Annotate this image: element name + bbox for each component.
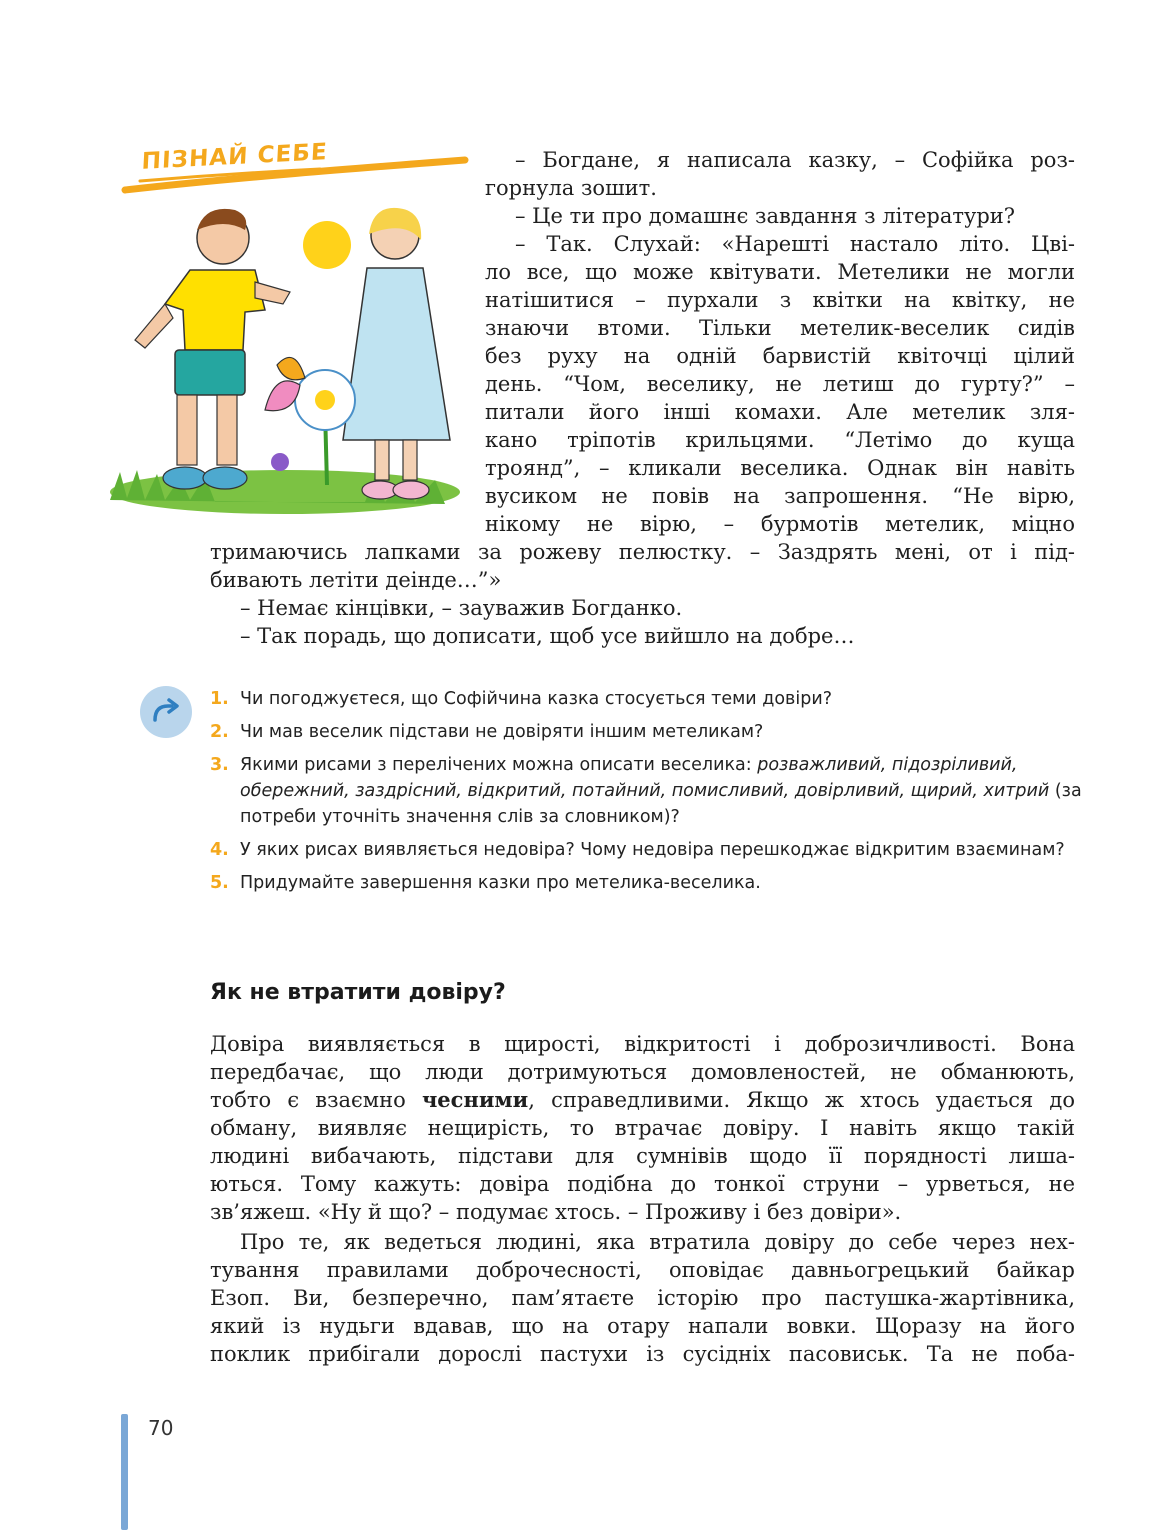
body-line: ються. Тому кажуть: довіра подібна до тонкої струни – урветься, не xyxy=(210,1172,1075,1196)
question-item xyxy=(210,870,1090,896)
story-line: тримаючись лапками за рожеву пелюстку. – Заздрять мені, от і під- xyxy=(210,540,1075,564)
boy-figure xyxy=(135,209,290,489)
story-line: бивають летіти деінде…”» xyxy=(210,568,502,592)
story-line: знаючи втоми. Тільки метелик-веселик сидів xyxy=(485,316,1075,340)
flower-with-butterfly xyxy=(265,357,355,485)
body-line: Про те, як ведеться людині, яка втратила довіру до себе через нех- xyxy=(240,1230,1075,1254)
story-line: питали його інші комахи. Але метелик зля- xyxy=(485,400,1075,424)
question-text: Чи мав веселик підстави не довіряти іншим метеликам? xyxy=(240,722,764,742)
body-line xyxy=(210,1086,1075,1114)
question-number: 4. xyxy=(210,840,229,860)
question-item xyxy=(210,837,1090,863)
question-item xyxy=(210,686,1090,712)
questions-arrow-icon xyxy=(140,686,192,738)
question-text: Якими рисами з перелічених можна описати веселика: xyxy=(240,755,758,775)
question-number: 3. xyxy=(210,755,229,775)
girl-figure xyxy=(343,208,450,499)
story-line: – Богдане, я написала казку, – Софійка роз- xyxy=(515,148,1075,172)
body-text: , справедливими. Якщо ж хтось удається до xyxy=(528,1088,1075,1112)
section-badge xyxy=(120,138,460,200)
story-line: без руху на одній барвистій квіточці цілий xyxy=(485,344,1075,368)
question-number: 1. xyxy=(210,689,229,709)
story-line: троянд”, – кликали веселика. Однак він навіть xyxy=(485,456,1075,480)
question-item xyxy=(210,719,1090,745)
story-line: ло все, що може квітувати. Метелики не могли xyxy=(485,260,1075,284)
section-heading: Як не втратити довіру? xyxy=(210,980,506,1005)
bold-term: чесними xyxy=(421,1087,529,1112)
story-line: – Так порадь, що дописати, щоб усе вийшло на добре… xyxy=(240,624,855,648)
story-line: нікому не вірю, – бурмотів метелик, міцно xyxy=(485,512,1075,536)
question-number: 5. xyxy=(210,873,229,893)
question-italic-traits: розважливий, підозріливий, обережний, заздрісний, відкритий, потайний, помисливий, довірливий, щирий, хитрий xyxy=(240,755,1050,801)
body-line: тування правилами доброчесності, оповідає давньогрецький байкар xyxy=(210,1258,1075,1282)
body-line: передбачає, що люди дотримуються домовленостей, не обманюють, xyxy=(210,1060,1075,1084)
page-number: 70 xyxy=(148,1416,174,1440)
story-line: – Немає кінцівки, – зауважив Богданко. xyxy=(240,596,683,620)
page-margin-bar xyxy=(121,1414,128,1530)
body-text: тобто є взаємно xyxy=(210,1088,422,1112)
body-line: зв’яжеш. «Ну й що? – подумає хтось. – Проживу і без довіри». xyxy=(210,1200,902,1224)
body-line: обману, виявляє нещирість, то втрачає довіру. І навіть якщо такій xyxy=(210,1116,1075,1140)
body-line: Езоп. Ви, безперечно, пам’ятаєте історію про пастушка-жартівника, xyxy=(210,1286,1075,1310)
body-line: поклик прибігали дорослі пастухи із сусідніх пасовиськ. Та не поба- xyxy=(210,1342,1075,1366)
question-number: 2. xyxy=(210,722,229,742)
story-line: – Так. Слухай: «Нарешті настало літо. Цві- xyxy=(515,232,1075,256)
badge-title: ПІЗНАЙ СЕБЕ xyxy=(140,139,329,175)
body-line: Довіра виявляється в щирості, відкритості і доброзичливості. Вона xyxy=(210,1032,1075,1056)
questions-list xyxy=(210,686,1090,903)
body-line: який із нудьги вдавав, що на отару напали вовки. Щоразу на його xyxy=(210,1314,1075,1338)
question-text: У яких рисах виявляється недовіра? Чому недовіра перешкоджає відкритим взаєминам? xyxy=(240,840,1065,860)
story-line: день. “Чом, веселику, не летиш до гурту?” – xyxy=(485,372,1075,396)
question-text: Придумайте завершення казки про метелика-веселика. xyxy=(240,873,761,893)
story-line: кано тріпотів крильцями. “Летімо до куща xyxy=(485,428,1075,452)
children-illustration xyxy=(105,200,465,520)
story-line: натішитися – пурхали з квітки на квітку, не xyxy=(485,288,1075,312)
question-text: Чи погоджуєтеся, що Софійчина казка стосується теми довіри? xyxy=(240,689,832,709)
body-line: людині вибачають, підстави для сумнівів щодо її порядності лиша- xyxy=(210,1144,1075,1168)
story-line: – Це ти про домашнє завдання з літератури? xyxy=(515,204,1016,228)
question-text: (за потреби уточніть значення слів за словником)? xyxy=(240,781,1082,827)
question-item xyxy=(210,752,1090,830)
story-line: вусиком не повів на запрошення. “Не вірю, xyxy=(485,484,1075,508)
story-line: горнула зошит. xyxy=(485,176,657,200)
